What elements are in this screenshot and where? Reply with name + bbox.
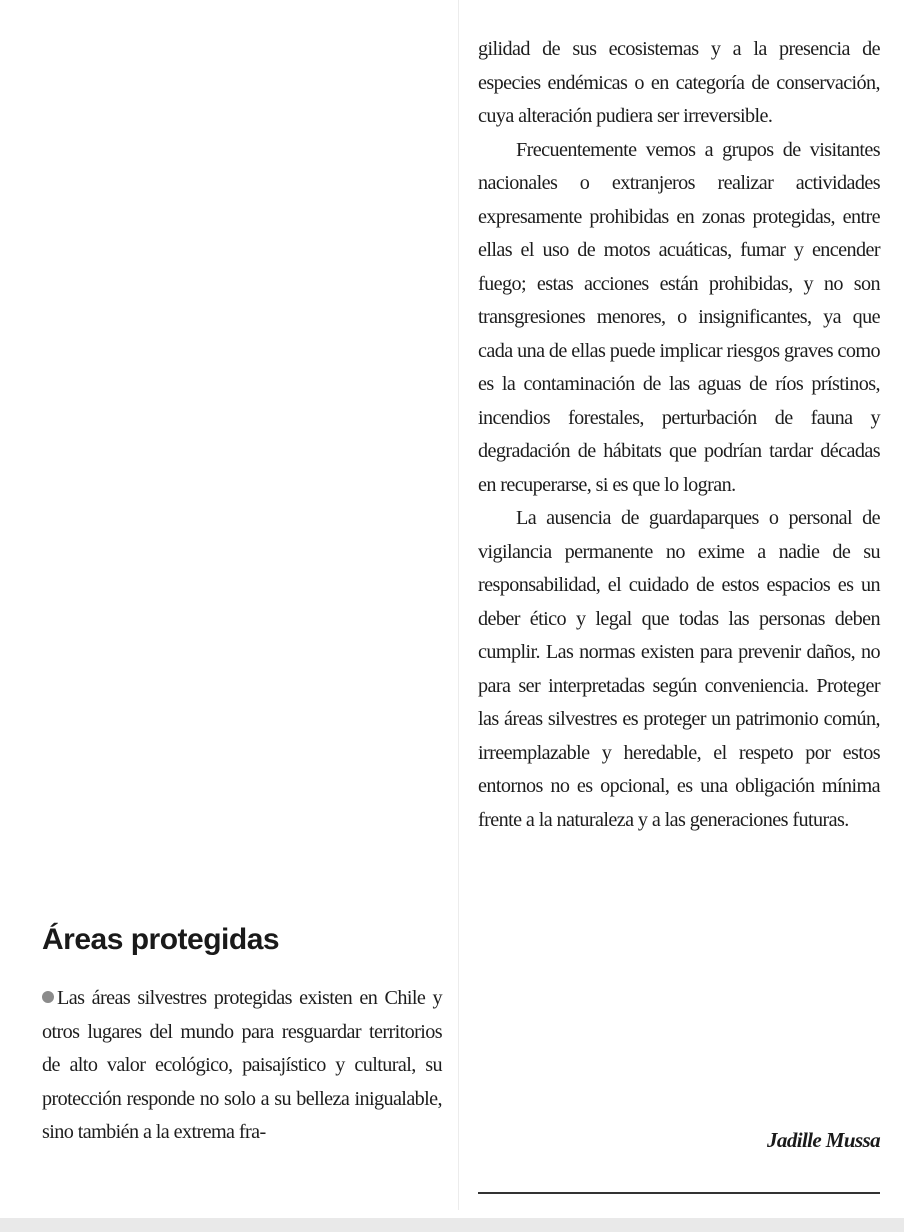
right-column bbox=[478, 33, 880, 837]
paragraph-continuation: gilidad de sus ecosistemas y a la presencia de especies endémicas o en categoría de conservación, cuya alteración pudiera ser irreversible. bbox=[478, 38, 880, 127]
bullet-icon bbox=[42, 991, 54, 1003]
paragraph-prohibited-activities: Frecuentemente vemos a grupos de visitantes nacionales o extranjeros realizar actividades expresamente prohibidas en zonas protegidas, entre ellas el uso de motos acuáticas, fumar y encender fuego; estas acciones están prohibidas, y no son transgresiones menores, o insignificantes, ya que cada una de ellas puede implicar riesgos graves como es la contaminación de las aguas de ríos prístinos, incendios forestales, perturbación de fauna y degradación de hábitats que podrían tardar décadas en recuperarse, si es que lo logran. bbox=[478, 138, 880, 496]
author-signature: Jadille Mussa bbox=[767, 1128, 880, 1152]
lead-paragraph bbox=[42, 982, 442, 1150]
bottom-rule bbox=[478, 1192, 880, 1194]
left-column bbox=[42, 920, 442, 1150]
lead-paragraph-text: Las áreas silvestres protegidas existen en Chile y otros lugares del mundo para resguardar territorios de alto valor ecológico, paisajístico y cultural, su protección responde no solo a su belleza inigualable, sino también a la extrema fra- bbox=[42, 987, 442, 1143]
paragraph-responsibility: La ausencia de guardaparques o personal de vigilancia permanente no exime a nadie de su responsabilidad, el cuidado de estos espacios es un deber ético y legal que todas las personas deben cumplir. Las normas existen para prevenir daños, no para ser interpretadas según conveniencia. Proteger las áreas silvestres es proteger un patrimonio común, irreemplazable y heredable, el respeto por estos entornos no es opcional, es una obligación mínima frente a la naturaleza y a las generaciones futuras. bbox=[478, 507, 880, 831]
page-bottom-edge bbox=[0, 1218, 904, 1232]
column-divider bbox=[458, 0, 459, 1210]
article-heading: Áreas protegidas bbox=[42, 923, 280, 956]
